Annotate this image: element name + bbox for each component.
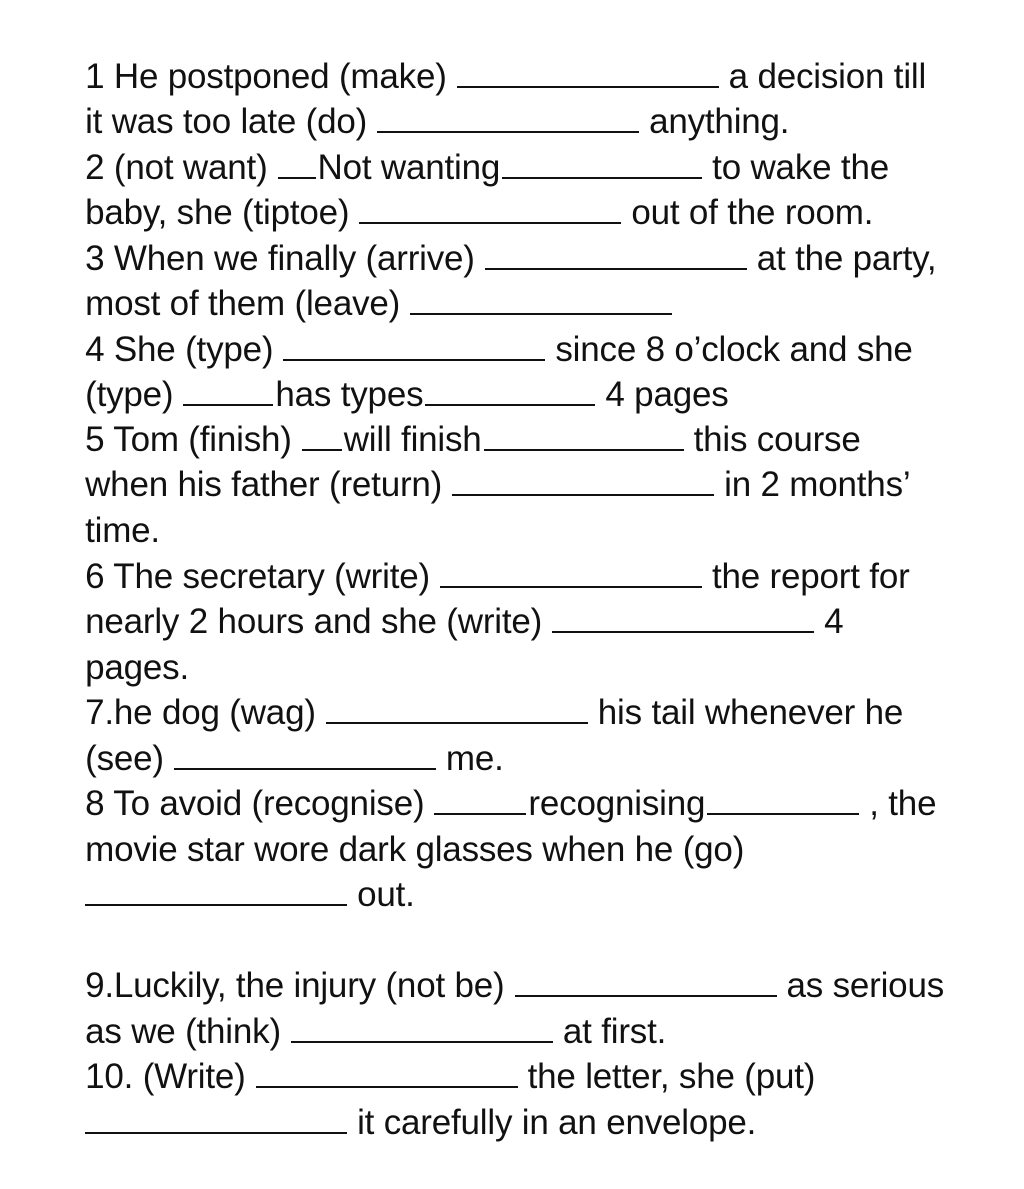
line-15	[47, 647, 904, 732]
line-text: 2 (not want)	[85, 148, 268, 187]
answer-blank[interactable]	[452, 464, 714, 496]
line-text: the report for	[711, 557, 910, 596]
line-21	[47, 966, 667, 1051]
line-text: at the party,	[756, 239, 937, 278]
line-text: the letter, she (put)	[527, 1057, 816, 1096]
line-text: 10. (Write)	[85, 1057, 246, 1096]
line-text: 3 When we finally (arrive)	[85, 239, 475, 278]
line-22	[47, 1011, 816, 1096]
line-text: pages.	[85, 648, 189, 687]
line-14	[47, 602, 189, 687]
answer-blank[interactable]	[85, 874, 347, 906]
line-text: as we (think)	[85, 1012, 281, 1051]
filled-answer[interactable]: will finish	[343, 420, 482, 459]
line-text: out.	[357, 875, 415, 914]
line-text: 5 Tom (finish)	[85, 420, 292, 459]
line-text: to wake the	[712, 148, 889, 187]
line-16	[47, 693, 504, 778]
line-text: in 2 months’	[724, 465, 911, 504]
line-text: as serious	[786, 966, 945, 1005]
line-text: (type)	[85, 375, 174, 414]
line-text: his tail whenever he	[597, 693, 904, 732]
line-text: out of the room.	[631, 193, 874, 232]
line-3	[47, 102, 889, 187]
line-text: since 8 o’clock and she	[555, 330, 913, 369]
line-6	[47, 238, 682, 323]
line-1	[47, 11, 927, 96]
line-text: 8 To avoid (recognise)	[85, 784, 425, 823]
line-23	[47, 1057, 757, 1142]
answer-blank[interactable]	[552, 601, 814, 633]
line-text: (see)	[85, 739, 164, 778]
line-text: 4	[824, 602, 844, 641]
line-7	[47, 284, 913, 369]
line-2	[47, 56, 790, 141]
line-text: at first.	[562, 1012, 667, 1051]
line-text: 1 He postponed (make)	[85, 57, 447, 96]
line-20	[47, 920, 945, 1005]
line-text: baby, she (tiptoe)	[85, 193, 350, 232]
line-text: 6 The secretary (write)	[85, 557, 430, 596]
line-text: it was too late (do)	[85, 102, 368, 141]
filled-answer[interactable]: has types	[275, 375, 424, 414]
line-11	[47, 465, 160, 550]
filled-answer[interactable]: Not wanting	[317, 148, 501, 187]
line-12	[47, 511, 910, 596]
answer-blank[interactable]	[85, 1102, 347, 1134]
line-text: this course	[693, 420, 861, 459]
line-10	[47, 419, 911, 504]
line-text: 4 She (type)	[85, 330, 274, 369]
line-8	[47, 329, 729, 414]
line-18	[47, 784, 745, 869]
line-text: a decision till	[728, 57, 927, 96]
line-4	[47, 147, 874, 232]
line-text: , the	[869, 784, 937, 823]
line-text: anything.	[649, 102, 790, 141]
line-text: nearly 2 hours and she (write)	[85, 602, 543, 641]
line-text: movie star wore dark glasses when he (go)	[85, 830, 745, 869]
line-text: most of them (leave)	[85, 284, 401, 323]
line-text: it carefully in an envelope.	[357, 1103, 757, 1142]
line-text: time.	[85, 511, 160, 550]
line-17	[47, 738, 937, 823]
line-text: when his father (return)	[85, 465, 443, 504]
line-13	[47, 556, 844, 641]
line-9	[47, 374, 861, 459]
line-5	[47, 193, 937, 278]
filled-answer[interactable]: recognising	[528, 784, 706, 823]
line-text: 9.Luckily, the injury (not be)	[85, 966, 505, 1005]
line-text: me.	[445, 739, 504, 778]
line-text: 4 pages	[605, 375, 729, 414]
line-text: 7.he dog (wag)	[85, 693, 316, 732]
line-19	[47, 829, 415, 914]
